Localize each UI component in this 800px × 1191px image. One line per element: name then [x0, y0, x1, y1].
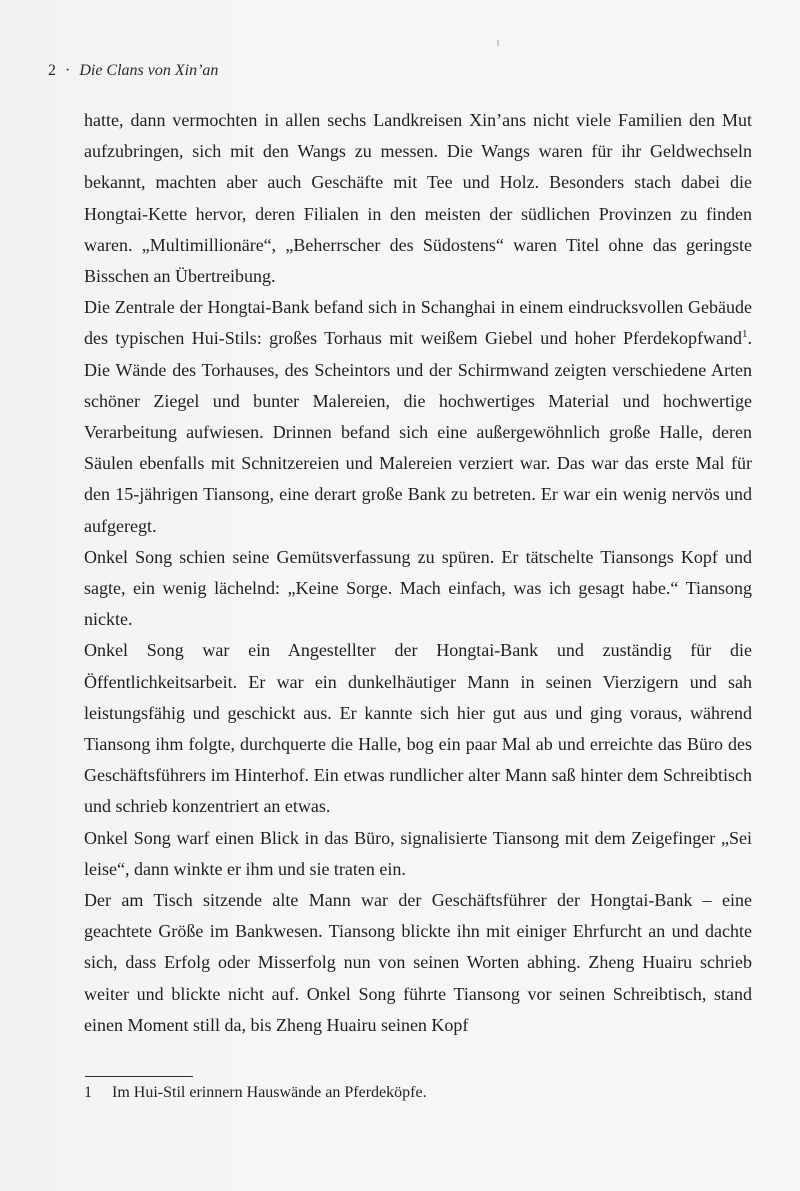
paragraph: Der am Tisch sitzende alte Mann war der Geschäftsführer der Hongtai-Bank – eine geachtete Größe im Bankwesen. Tiansong blickte ihn mit einiger Ehrfurcht an und dachte sich, dass Erfolg oder Misserfolg nun von seinen Worten abhing. Zheng Huairu schrieb weiter und blickte nicht auf. Onkel Song führte Tiansong vor seinen Schreibtisch, stand einen Moment still da, bis Zheng Huairu seinen Kopf [84, 890, 752, 1035]
running-header [48, 62, 218, 80]
paragraph: hatte, dann vermochten in allen sechs Landkreisen Xin’ans nicht viele Familien den Mut aufzubringen, sich mit den Wangs zu messen. Die Wangs waren für ihr Geldwechseln bekannt, machten aber auch Geschäfte mit Tee und Holz. Besonders stach dabei die Hongtai-Kette hervor, deren Filialen in den meisten der südlichen Provinzen zu finden waren. „Multimillionäre“, „Beherrscher des Südostens“ waren Titel ohne das geringste Bisschen an Übertreibung. [84, 110, 752, 287]
paragraph: Onkel Song schien seine Gemütsverfassung zu spüren. Er tätschelte Tiansongs Kopf und sagte, ein wenig lächelnd: „Keine Sorge. Mach einfach, was ich gesagt habe.“ Tiansong nickte. [84, 546, 752, 630]
paragraph [84, 292, 752, 542]
footnote-text: Im Hui-Stil erinnern Hauswände an Pferdeköpfe. [112, 1084, 427, 1101]
footnote-number: 1 [84, 1084, 92, 1101]
body-text [84, 105, 752, 1041]
footnote [84, 1082, 427, 1104]
footnote-divider [85, 1076, 193, 1077]
paper-mark [497, 40, 499, 46]
footnote-reference: 1 [742, 328, 748, 341]
paragraph: Onkel Song warf einen Blick in das Büro, signalisierte Tiansong mit dem Zeigefinger „Sei leise“, dann winkte er ihm und sie traten ein. [84, 827, 752, 879]
header-separator: · [65, 62, 71, 79]
paragraph: Onkel Song war ein Angestellter der Hongtai-Bank und zuständig für die Öffentlichkeitsarbeit. Er war ein dunkelhäutiger Mann in seinen Vierzigern und sah leistungsfähig und geschickt aus. Er kannte sich hier gut aus und ging voraus, während Tiansong ihm folgte, durchquerte die Halle, bog ein paar Mal ab und erreichte das Büro des Geschäftsführers im Hinterhof. Ein etwas rundlicher alter Mann saß hinter dem Schreibtisch und schrieb konzentriert an etwas. [84, 640, 752, 817]
paragraph-text: Die Zentrale der Hongtai-Bank befand sich in Schanghai in einem eindrucksvollen Gebäude des typischen Hui-Stils: großes Torhaus mit weißem Giebel und hoher Pferdekopfwand [84, 297, 752, 349]
paragraph-text: . Die Wände des Torhauses, des Scheintors und der Schirmwand zeigten verschiedene Arten schöner Ziegel und bunter Malereien, die hochwertiges Material und hochwertige Verarbeitung aufwiesen. Drinnen befand sich eine außergewöhnlich große Halle, deren Säulen ebenfalls mit Schnitzereien und Malereien verziert war. Das war das erste Mal für den 15-jährigen Tiansong, eine derart große Bank zu betreten. Er war ein wenig nervös und aufgeregt. [84, 328, 752, 536]
page-number: 2 [48, 62, 56, 79]
book-title: Die Clans von Xin’an [79, 62, 219, 79]
